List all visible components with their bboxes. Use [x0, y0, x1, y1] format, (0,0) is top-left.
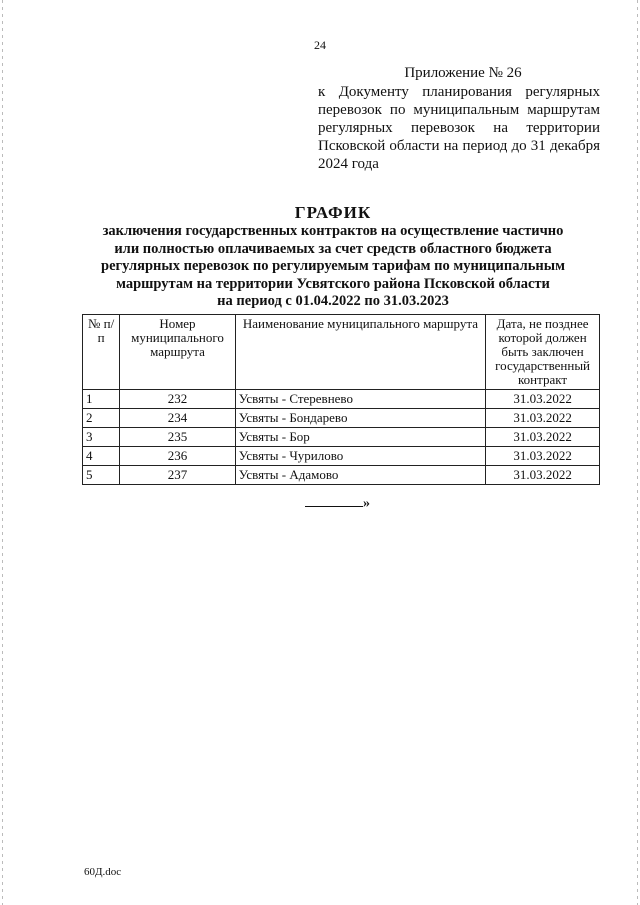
header-num: № п/п: [83, 315, 120, 390]
appendix-title: Приложение № 26: [404, 65, 522, 81]
table-row: [83, 428, 600, 447]
cell-contract-date: 31.03.2022: [486, 428, 600, 447]
header-contract-date: Дата, не позднее которой должен быть заключен государственный контракт: [486, 315, 600, 390]
subtitle-line: регулярных перевозок по регулируемым тарифам по муниципальным: [101, 258, 565, 274]
subtitle-line: на период с 01.04.2022 по 31.03.2023: [217, 293, 449, 309]
header-route-name: Наименование муниципального маршрута: [235, 315, 485, 390]
appendix-block: [318, 64, 600, 173]
cell-route-name: Усвяты - Адамово: [235, 466, 485, 485]
schedule-table: [82, 314, 600, 485]
cell-num: 2: [83, 409, 120, 428]
cell-num: 4: [83, 447, 120, 466]
file-name: 60Д.doc: [84, 866, 122, 878]
scan-edge-right: [637, 0, 638, 905]
cell-contract-date: 31.03.2022: [486, 409, 600, 428]
appendix-text: к Документу планирования регулярных перевозок по муниципальным маршрутам регулярных перевозок на территории Псковской области на период до 31 декабря 2024 года: [318, 84, 600, 172]
document-title: ГРАФИК: [294, 203, 372, 222]
cell-route-number: 236: [120, 447, 235, 466]
cell-route-number: 235: [120, 428, 235, 447]
cell-contract-date: 31.03.2022: [486, 447, 600, 466]
cell-route-name: Усвяты - Стеревнево: [235, 390, 485, 409]
table-row: [83, 409, 600, 428]
table-row: [83, 390, 600, 409]
table-header-row: [83, 315, 600, 390]
closing-mark: [305, 494, 370, 512]
cell-num: 3: [83, 428, 120, 447]
subtitle-line: или полностью оплачиваемых за счет средств областного бюджета: [114, 240, 552, 257]
cell-route-name: Усвяты - Бор: [235, 428, 485, 447]
subtitle-line: маршрутам на территории Усвятского района Псковской области: [116, 275, 550, 292]
page-number: 24: [314, 38, 326, 52]
closing-quote: »: [363, 496, 370, 511]
subtitle-line: заключения государственных контрактов на осуществление частично: [102, 223, 564, 239]
cell-route-number: 232: [120, 390, 235, 409]
cell-contract-date: 31.03.2022: [486, 390, 600, 409]
cell-num: 1: [83, 390, 120, 409]
document-subtitle: [70, 223, 596, 311]
header-route-number: Номер муниципального маршрута: [120, 315, 235, 390]
cell-route-name: Усвяты - Чурилово: [235, 447, 485, 466]
cell-contract-date: 31.03.2022: [486, 466, 600, 485]
cell-route-number: 237: [120, 466, 235, 485]
table-row: [83, 447, 600, 466]
cell-route-number: 234: [120, 409, 235, 428]
scan-edge-left: [2, 0, 3, 905]
cell-num: 5: [83, 466, 120, 485]
cell-route-name: Усвяты - Бондарево: [235, 409, 485, 428]
closing-line: [305, 494, 363, 507]
table-row: [83, 466, 600, 485]
document-heading: [70, 203, 596, 311]
